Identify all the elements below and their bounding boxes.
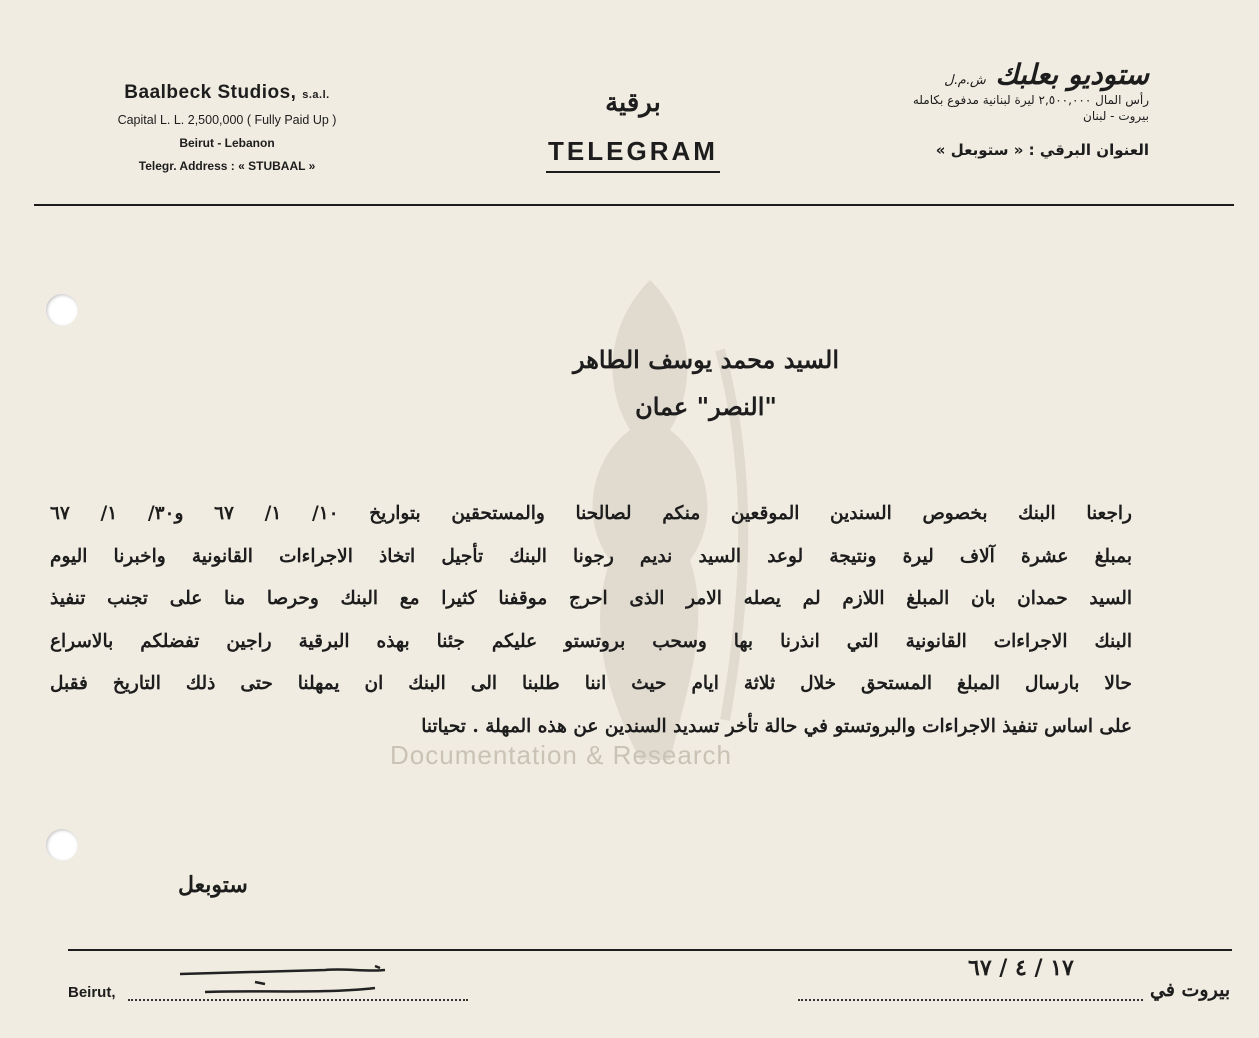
telegr-address-ar: العنوان البرقي : « ستوبعل » xyxy=(935,141,1149,159)
city-en: Beirut - Lebanon xyxy=(179,136,275,150)
punch-hole-top xyxy=(46,294,78,326)
body-line: على اساس تنفيذ الاجراءات والبروتستو في حالة تأخر تسديد السندين عن هذه المهلة . تحياتنا xyxy=(421,715,1132,737)
punch-hole-bottom xyxy=(46,829,78,861)
footer-date: ١٧ / ٤ / ٦٧ xyxy=(968,955,1074,981)
title-arabic: برقية xyxy=(605,88,661,118)
company-suffix-ar: ش.م.ل xyxy=(944,73,986,88)
header-center xyxy=(508,88,758,173)
watermark-text: Documentation & Research xyxy=(390,740,732,770)
company-name-en-text: Baalbeck Studios, xyxy=(124,82,297,103)
header-divider xyxy=(34,204,1234,206)
recipient-name: السيد محمد يوسف الطاهر xyxy=(572,345,839,374)
header-right-arabic xyxy=(849,58,1149,159)
company-name-ar-text: ستوديو بعلبك xyxy=(995,58,1149,91)
body-line: البنك الاجراءات القانونية التي انذرنا بها وسحب بروتستو عليكم جئنا بهذه البرقية راجين تفضلكم بالاسراع xyxy=(50,630,1132,652)
handwritten-scrawl-icon xyxy=(175,962,395,1002)
recipient-location: "النصر" عمان xyxy=(635,392,777,421)
recipient-block xyxy=(573,345,839,421)
body-line: السيد حمدان بان المبلغ اللازم لم يصله الامر الذى احرج موقفنا كثيرا مع البنك وحرصا منا على تجنب تنفيذ xyxy=(50,588,1132,609)
body-line: راجعنا البنك بخصوص السندين الموقعين منكم لصالحنا والمستحقين بتواريخ ١٠/ ١/ ٦٧ و٣٠/ ١/ ٦٧ xyxy=(50,503,1132,524)
capital-ar: رأس المال ٢,٥٠٠,٠٠٠ ليرة لبنانية مدفوع بكامله xyxy=(912,93,1149,107)
capital-en: Capital L. L. 2,500,000 ( Fully Paid Up ) xyxy=(117,113,337,127)
company-suffix-en: s.a.l. xyxy=(302,89,330,101)
body-line: بمبلغ عشرة آلاف ليرة ونتيجة لوعد السيد نديم رجونا البنك تأجيل اتخاذ الاجراءات القانونية واخبرنا اليوم xyxy=(50,545,1132,567)
company-name-en xyxy=(62,82,392,104)
title-english: TELEGRAM xyxy=(546,136,720,173)
footer-beirut-ar: بيروت في xyxy=(1150,979,1231,1001)
company-name-ar xyxy=(849,58,1149,91)
telegram-body xyxy=(50,493,1132,748)
body-line: حالا بارسال المبلغ المستحق خلال ثلاثة ايام حيث اننا طلبنا الى البنك ان يمهلنا حتى ذلك التاريخ فقبل xyxy=(50,673,1132,694)
signature-stubaal: ستوبعل xyxy=(178,872,248,898)
footer-divider xyxy=(68,949,1232,951)
header-left-english xyxy=(62,82,392,173)
city-ar: بيروت - لبنان xyxy=(1083,109,1149,123)
telegr-address-en: Telegr. Address : « STUBAAL » xyxy=(138,159,316,173)
footer-beirut-en: Beirut, xyxy=(68,984,116,1001)
footer-dotted-line-right xyxy=(798,999,1143,1001)
